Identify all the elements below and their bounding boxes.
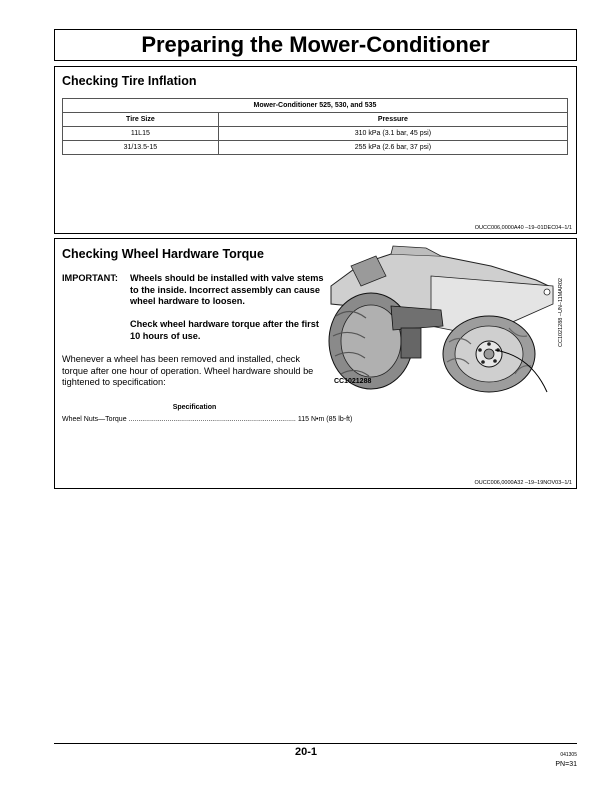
column-header-pressure: Pressure <box>218 113 567 127</box>
important-notice <box>62 273 327 354</box>
spec-value: 115 N•m (85 lb-ft) <box>297 416 353 423</box>
wheel-section-ref-code: OUCC006,0000A32 –19–19NOV03–1/1 <box>474 480 572 486</box>
important-label: IMPORTANT: <box>62 273 118 283</box>
footer-pn: PN=31 <box>555 761 577 768</box>
table-row <box>63 141 568 155</box>
footer-divider <box>54 743 577 744</box>
page-number: 20-1 <box>294 746 318 758</box>
wheel-section-title: Checking Wheel Hardware Torque <box>62 247 264 261</box>
spec-row <box>62 416 353 423</box>
figure-side-label: CC1021288 –UN–11MAR02 <box>558 278 564 347</box>
column-header-tire-size: Tire Size <box>63 113 219 127</box>
wheel-body-text: Whenever a wheel has been removed and installed, check torque after one hour of operation. Wheel hardware should be tightened to specification: <box>62 354 314 387</box>
spec-leader-dots: ...................................................................................... <box>128 416 296 423</box>
tire-size-cell: 11L15 <box>63 127 219 141</box>
table-heading: Mower-Conditioner 525, 530, and 535 <box>63 99 568 113</box>
tire-size-cell: 31/13.5-15 <box>63 141 219 155</box>
wheel-hardware-illustration <box>331 246 555 394</box>
figure-caption: CC1021288 <box>334 378 372 385</box>
pressure-cell: 255 kPa (2.6 bar, 37 psi) <box>218 141 567 155</box>
tire-section-title: Checking Tire Inflation <box>62 74 197 88</box>
footer-date-code: 041305 <box>560 752 577 758</box>
important-text-check-torque: Check wheel hardware torque after the first 10 hours of use. <box>130 319 319 341</box>
wheel-torque-section <box>54 238 577 489</box>
tire-inflation-section <box>54 66 577 234</box>
page-title-box <box>54 29 577 61</box>
tire-section-ref-code: OUCC006,0000A40 –19–01DEC04–1/1 <box>474 225 572 231</box>
tire-pressure-table <box>62 98 568 155</box>
important-text-valve-stems: Wheels should be installed with valve stems to the inside. Incorrect assembly can cause wheel hardware to loosen. <box>130 273 324 306</box>
page-title: Preparing the Mower-Conditioner <box>141 32 490 57</box>
table-row <box>63 127 568 141</box>
spec-heading: Specification <box>172 404 217 411</box>
pressure-cell: 310 kPa (3.1 bar, 45 psi) <box>218 127 567 141</box>
spec-item: Wheel Nuts—Torque <box>62 416 127 423</box>
